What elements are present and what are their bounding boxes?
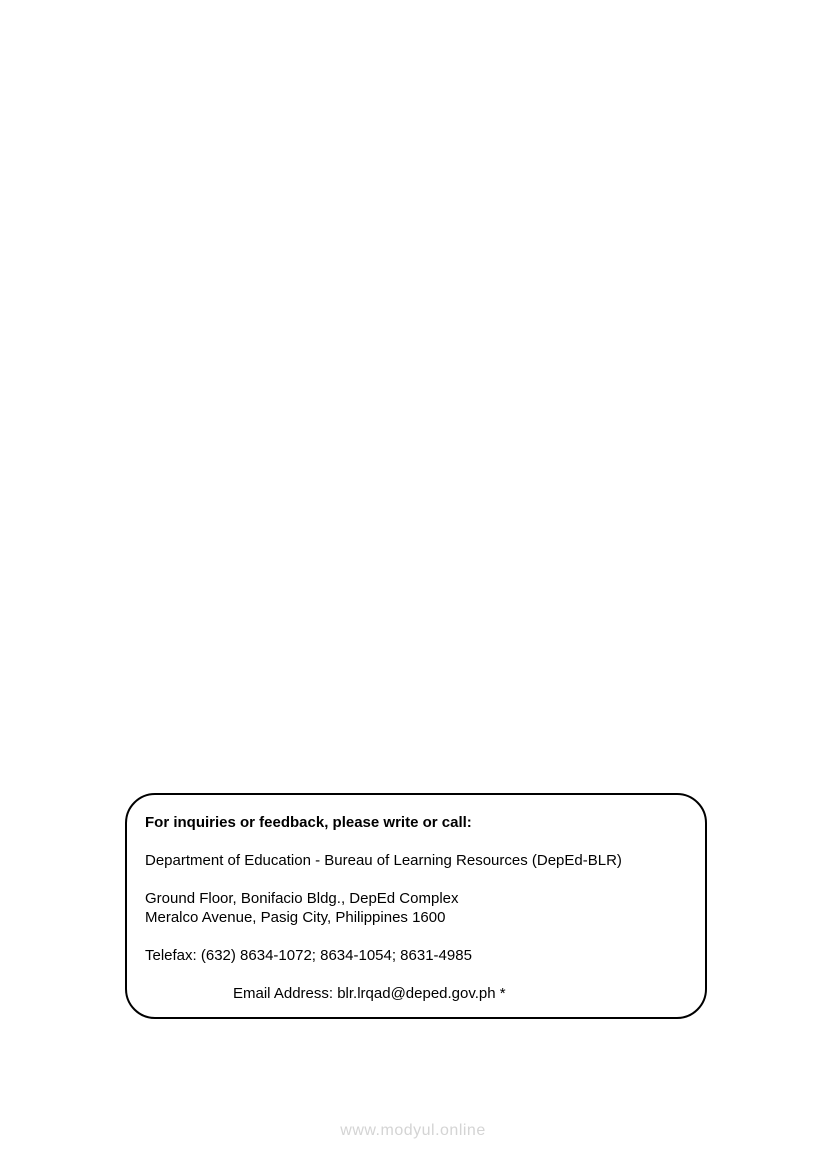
address-line-1: Ground Floor, Bonifacio Bldg., DepEd Complex	[145, 890, 459, 907]
contact-info-box	[125, 793, 707, 1019]
address-block	[145, 889, 687, 927]
address-line-2: Meralco Avenue, Pasig City, Philippines 1600	[145, 909, 446, 926]
telefax-line: Telefax: (632) 8634-1072; 8634-1054; 8631-4985	[145, 947, 472, 964]
organization-line: Department of Education - Bureau of Learning Resources (DepEd-BLR)	[145, 852, 622, 869]
contact-box-heading: For inquiries or feedback, please write or call:	[145, 814, 472, 831]
email-line: Email Address: blr.lrqad@deped.gov.ph *	[233, 985, 506, 1002]
site-watermark: www.modyul.online	[340, 1122, 486, 1139]
